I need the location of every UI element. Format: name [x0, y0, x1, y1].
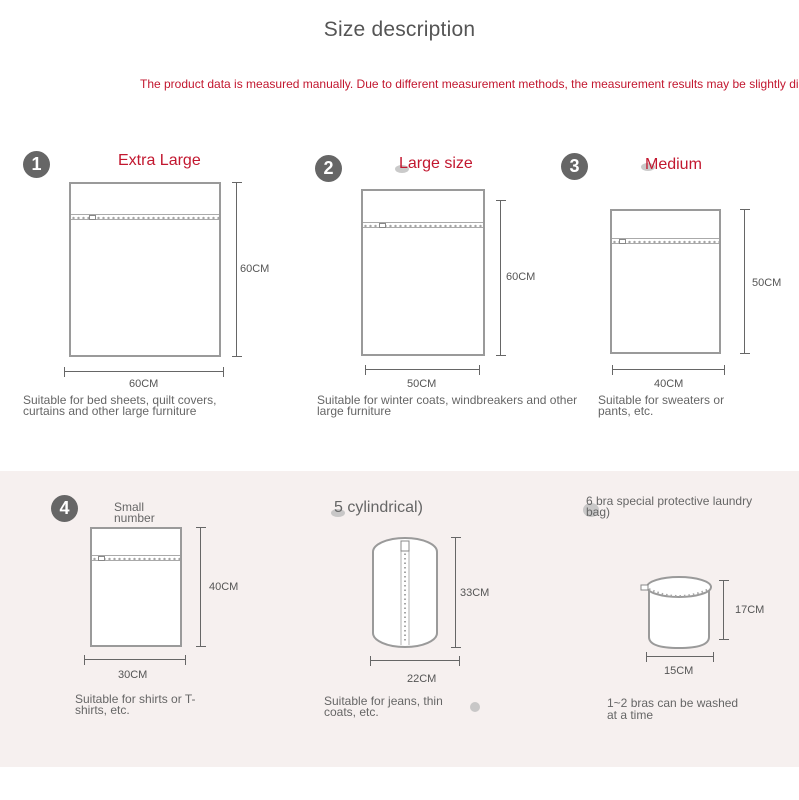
width-value: 50CM [407, 378, 437, 390]
decorative-dot [470, 702, 480, 712]
size-label: 6 bra special protective laundry bag) [586, 494, 753, 519]
zipper [363, 222, 483, 228]
zipper [92, 555, 180, 561]
page-title: Size description [323, 18, 476, 41]
width-dimension-line [370, 656, 460, 666]
height-dimension-line [196, 527, 206, 647]
width-dimension-line [84, 655, 186, 665]
width-dimension-line [365, 365, 480, 375]
size-label: Medium [645, 156, 702, 173]
size-label: Extra Large [118, 152, 201, 169]
height-value: 33CM [460, 587, 490, 599]
usage-description: Suitable for jeans, thin coats, etc. [324, 694, 443, 719]
width-value: 30CM [118, 669, 148, 681]
height-value: 60CM [240, 263, 270, 275]
number-badge: 1 [23, 151, 50, 178]
width-value: 40CM [654, 378, 684, 390]
usage-description: 1~2 bras can be washed at a time [607, 696, 739, 722]
bra-bag-illustration [640, 573, 718, 651]
width-dimension-line [64, 367, 224, 377]
width-dimension-line [612, 365, 725, 375]
width-value: 60CM [129, 378, 159, 390]
width-value: 22CM [407, 673, 437, 685]
size-label: 5 cylindrical) [334, 499, 423, 516]
height-value: 40CM [209, 581, 239, 593]
zipper [612, 238, 719, 244]
height-value: 50CM [752, 277, 782, 289]
number-badge: 4 [51, 495, 78, 522]
cylinder-bag-illustration [370, 535, 440, 650]
bag-illustration [610, 209, 721, 354]
usage-description: Suitable for sweaters or pants, etc. [598, 393, 725, 418]
height-dimension-line [719, 580, 729, 640]
measurement-note: The product data is measured manually. Due to different measurement methods, the measurement results may be slightly di [140, 77, 799, 91]
height-value: 60CM [506, 271, 536, 283]
bag-illustration [90, 527, 182, 647]
width-value: 15CM [664, 665, 694, 677]
bag-illustration [361, 189, 485, 356]
bag-illustration [69, 182, 221, 357]
size-label: Large size [399, 155, 473, 172]
usage-description: Suitable for bed sheets, quilt covers, curtains and other large furniture [23, 393, 217, 418]
width-dimension-line [646, 652, 714, 662]
size-label: Small number [114, 500, 155, 525]
number-badge: 2 [315, 155, 342, 182]
usage-description: Suitable for shirts or T-shirts, etc. [75, 692, 196, 717]
zipper [71, 214, 219, 220]
usage-description: Suitable for winter coats, windbreakers and other large furniture [317, 393, 578, 418]
height-dimension-line [740, 209, 750, 354]
height-dimension-line [496, 200, 506, 356]
number-badge: 3 [561, 153, 588, 180]
height-value: 17CM [735, 604, 765, 616]
